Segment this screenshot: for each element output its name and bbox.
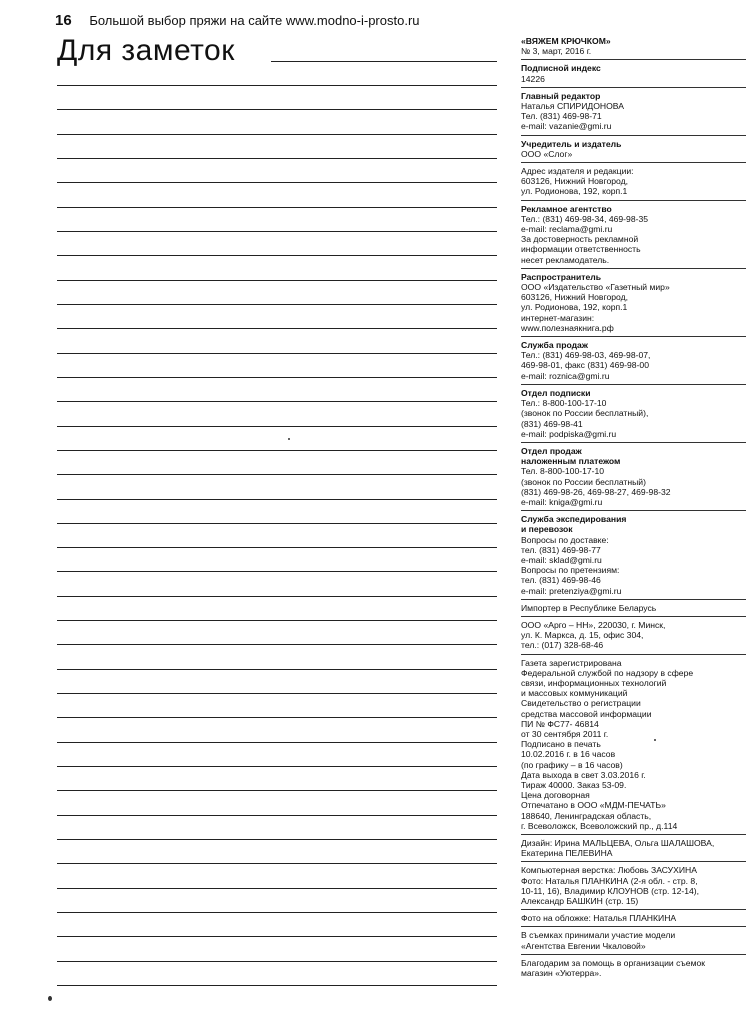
note-line: [57, 280, 497, 281]
note-line: [57, 620, 497, 621]
note-line: [57, 547, 497, 548]
imprint-line: Отпечатано в ООО «МДМ-ПЕЧАТЬ»: [521, 800, 666, 811]
imprint-block: [521, 865, 746, 910]
imprint-line: Импортер в Республике Беларусь: [521, 602, 657, 613]
imprint-line: Газета зарегистрирована: [521, 657, 622, 668]
imprint-line: Фото: Наталья ПЛАНКИНА (2-я обл. - стр. 8,: [521, 875, 698, 886]
note-line: [57, 255, 497, 256]
imprint-line: e-mail: reclama@gmi.ru: [521, 224, 613, 235]
imprint-line: Фото на обложке: Наталья ПЛАНКИНА: [521, 913, 677, 924]
imprint-line: № 3, март, 2016 г.: [521, 46, 592, 57]
note-line: [57, 693, 497, 694]
imprint-line: (831) 469-98-26, 469-98-27, 469-98-32: [521, 486, 671, 497]
imprint-line: Подписано в печать: [521, 739, 601, 750]
imprint-line: ООО «Арго – НН», 220030, г. Минск,: [521, 619, 666, 630]
imprint-block: [521, 36, 746, 60]
note-line: [57, 839, 497, 840]
imprint-line: Дизайн: Ирина МАЛЬЦЕВА, Ольга ШАЛАШОВА,: [521, 838, 715, 849]
imprint-block: [521, 603, 746, 617]
imprint-line: Тел. 8-800-100-17-10: [521, 466, 605, 477]
imprint-block: [521, 446, 746, 511]
imprint-block: [521, 838, 746, 862]
print-speck: [654, 739, 656, 741]
note-line: [57, 109, 497, 110]
note-line: [57, 936, 497, 937]
imprint-line: ул. К. Маркса, д. 15, офис 304,: [521, 630, 644, 641]
note-line: [57, 85, 497, 86]
imprint-line: связи, информационных технологий: [521, 677, 667, 688]
note-line: [57, 790, 497, 791]
page-number: 16: [55, 12, 72, 29]
note-line: [57, 766, 497, 767]
imprint-line: интернет-магазин:: [521, 312, 595, 323]
imprint-heading: и перевозок: [521, 524, 573, 535]
imprint-line: Благодарим за помощь в организации съемок: [521, 957, 706, 968]
imprint-line: информации ответственность: [521, 244, 641, 255]
note-line: [57, 474, 497, 475]
print-speck: [48, 996, 52, 1001]
imprint-block: [521, 958, 746, 981]
imprint-line: За достоверность рекламной: [521, 234, 639, 245]
imprint-heading: «ВЯЖЕМ КРЮЧКОМ»: [521, 36, 611, 46]
imprint-line: e-mail: podpiska@gmi.ru: [521, 428, 617, 439]
print-speck: [288, 438, 290, 440]
note-line: [57, 207, 497, 208]
imprint-line: Федеральной службой по надзору в сфере: [521, 667, 694, 678]
note-line: [57, 328, 497, 329]
imprint-line: «Агентства Евгении Чкаловой»: [521, 940, 646, 951]
imprint-block: [521, 340, 746, 385]
note-line: [57, 353, 497, 354]
imprint-line: e-mail: pretenziya@gmi.ru: [521, 585, 622, 596]
imprint-block: [521, 620, 746, 655]
imprint-line: 10.02.2016 г. в 16 часов: [521, 749, 616, 760]
note-line: [57, 426, 497, 427]
note-line: [57, 182, 497, 183]
imprint-line: 603126, Нижний Новгород,: [521, 292, 628, 303]
note-line: [57, 961, 497, 962]
imprint-line: (по графику – в 16 часов): [521, 759, 623, 770]
imprint-column: [521, 36, 746, 984]
imprint-block: [521, 166, 746, 201]
note-line: [57, 985, 497, 986]
imprint-block: [521, 930, 746, 954]
imprint-heading: Распространитель: [521, 271, 601, 282]
imprint-line: Александр БАШКИН (стр. 15): [521, 896, 639, 907]
note-line: [57, 888, 497, 889]
note-line: [57, 304, 497, 305]
imprint-line: www.полезнаякнига.рф: [521, 322, 614, 333]
note-line: [57, 596, 497, 597]
imprint-line: Вопросы по претензиям:: [521, 565, 620, 576]
imprint-line: ПИ № ФС77- 46814: [521, 718, 599, 729]
imprint-block: [521, 272, 746, 337]
imprint-line: 10-11, 16), Владимир КЛОУНОВ (стр. 12-14),: [521, 885, 700, 896]
header-text: Большой выбор пряжи на сайте www.modno-i-prosto.ru: [89, 13, 420, 28]
imprint-line: и массовых коммуникаций: [521, 688, 628, 699]
note-line: [57, 499, 497, 500]
note-line: [57, 377, 497, 378]
imprint-block: [521, 91, 746, 136]
imprint-block: [521, 204, 746, 269]
note-line: [57, 401, 497, 402]
note-line: [57, 644, 497, 645]
imprint-line: Адрес издателя и редакции:: [521, 166, 634, 177]
imprint-block: [521, 913, 746, 927]
imprint-line: ул. Родионова, 192, корп.1: [521, 186, 628, 197]
imprint-line: Цена договорная: [521, 790, 590, 801]
imprint-line: от 30 сентября 2011 г.: [521, 728, 609, 739]
note-line: [57, 863, 497, 864]
imprint-line: тел. (831) 469-98-46: [521, 575, 601, 586]
imprint-line: 603126, Нижний Новгород,: [521, 176, 628, 187]
imprint-line: Тираж 40000. Заказ 53-09.: [521, 780, 627, 790]
imprint-line: Тел.: (831) 469-98-34, 469-98-35: [521, 213, 649, 224]
imprint-line: Тел.: 8-800-100-17-10: [521, 398, 607, 409]
imprint-line: (звонок по России бесплатный): [521, 476, 646, 487]
imprint-line: несет рекламодатель.: [521, 254, 610, 265]
imprint-line: магазин «Уютерра».: [521, 968, 602, 979]
imprint-heading: Главный редактор: [521, 90, 601, 101]
imprint-line: ООО «Слог»: [521, 148, 573, 159]
notes-lines: [57, 0, 497, 1019]
imprint-line: тел.: (017) 328-68-46: [521, 640, 604, 651]
imprint-heading: Служба продаж: [521, 340, 588, 351]
note-line: [57, 134, 497, 135]
imprint-line: Компьютерная верстка: Любовь ЗАСУХИНА: [521, 865, 697, 876]
imprint-line: тел. (831) 469-98-77: [521, 544, 601, 555]
note-line: [57, 912, 497, 913]
imprint-heading: Служба экспедирования: [521, 514, 627, 525]
imprint-heading: наложенным платежом: [521, 456, 621, 467]
note-line: [57, 742, 497, 743]
imprint-line: (831) 469-98-41: [521, 418, 583, 429]
imprint-line: (звонок по России бесплатный),: [521, 408, 649, 419]
imprint-line: e-mail: vazanie@gmi.ru: [521, 121, 612, 132]
imprint-line: 14226: [521, 73, 545, 84]
page-title: Для заметок: [57, 34, 235, 67]
imprint-line: e-mail: kniga@gmi.ru: [521, 496, 603, 507]
note-line: [57, 571, 497, 572]
imprint-line: средства массовой информации: [521, 708, 652, 719]
note-line: [57, 158, 497, 159]
imprint-line: Вопросы по доставке:: [521, 534, 609, 545]
imprint-heading: Подписной индекс: [521, 63, 601, 74]
note-line: [57, 815, 497, 816]
imprint-line: e-mail: sklad@gmi.ru: [521, 554, 602, 565]
imprint-line: ООО «Издательство «Газетный мир»: [521, 282, 670, 293]
imprint-line: Наталья СПИРИДОНОВА: [521, 101, 624, 112]
imprint-line: 188640, Ленинградская область,: [521, 810, 652, 821]
imprint-line: г. Всеволожск, Всеволожский пр., д.114: [521, 820, 678, 831]
imprint-line: В съемках принимали участие модели: [521, 930, 676, 941]
imprint-line: Дата выхода в свет 3.03.2016 г.: [521, 769, 646, 780]
imprint-block: [521, 388, 746, 443]
imprint-line: ул. Родионова, 192, корп.1: [521, 302, 628, 313]
imprint-line: Свидетельство о регистрации: [521, 698, 641, 709]
imprint-block: [521, 514, 746, 600]
imprint-line: Тел. (831) 469-98-71: [521, 111, 602, 122]
imprint-line: e-mail: roznica@gmi.ru: [521, 370, 610, 381]
imprint-line: Тел.: (831) 469-98-03, 469-98-07,: [521, 350, 651, 361]
note-line: [57, 231, 497, 232]
imprint-heading: Отдел подписки: [521, 387, 591, 398]
imprint-heading: Учредитель и издатель: [521, 138, 622, 149]
imprint-block: [521, 139, 746, 163]
imprint-block: [521, 658, 746, 835]
imprint-heading: Отдел продаж: [521, 445, 582, 456]
note-line: [57, 717, 497, 718]
note-line: [57, 669, 497, 670]
note-line: [57, 523, 497, 524]
note-line: [57, 450, 497, 451]
imprint-heading: Рекламное агентство: [521, 203, 612, 214]
imprint-block: [521, 63, 746, 87]
imprint-line: Екатерина ПЕЛЕВИНА: [521, 848, 613, 859]
imprint-line: 469-98-01, факс (831) 469-98-00: [521, 360, 649, 371]
